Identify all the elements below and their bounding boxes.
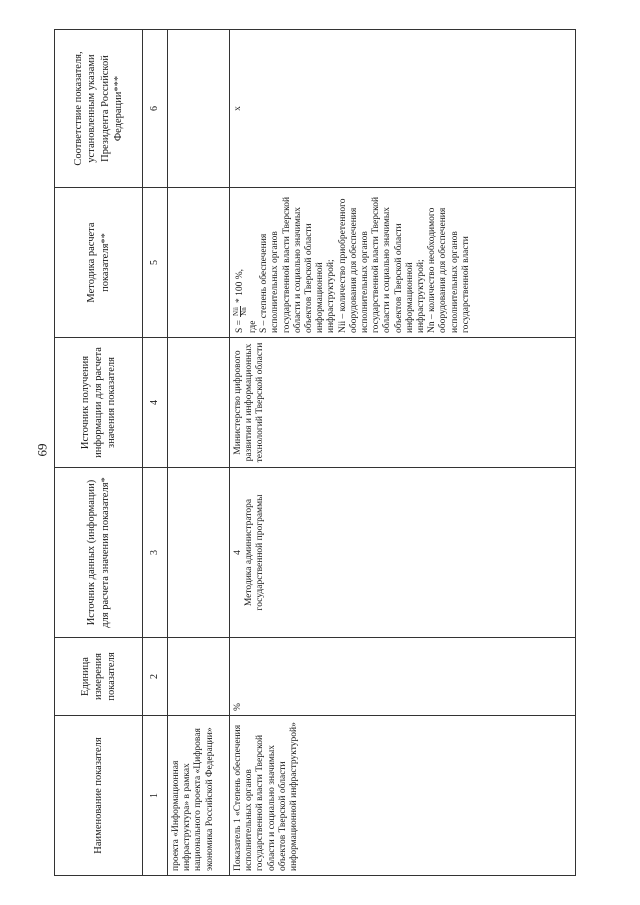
formula-lhs: S =	[234, 319, 245, 333]
indicator-source	[168, 468, 230, 638]
indicator-name: Показатель 1 «Степень обеспечения исполнительных органов государственной власти Тверской области и социально значимых объектов Тверской области информационной инфраструктурой»	[230, 716, 576, 876]
table-row	[230, 30, 576, 876]
formula-rhs: * 100 %,	[234, 268, 245, 304]
method-line: Nn – количество необходимого оборудования для обеспечения исполнительных органов государственной власти	[427, 207, 471, 333]
indicator-method	[168, 188, 230, 338]
indicator-source: Методика администратора государственной программы	[244, 494, 266, 611]
method-description	[248, 192, 472, 333]
header-source: Источник данных (информации) для расчета значения показателя*	[55, 468, 143, 638]
indicator-compliance	[168, 30, 230, 188]
source-number: 4	[233, 550, 243, 555]
indicator-table	[54, 29, 576, 876]
header-row	[55, 30, 143, 876]
column-number: 4	[143, 338, 168, 468]
method-line: S – степень обеспечения исполнительных органов государственной власти Тверской области и социально значимых объектов Тверской области информационной инфраструктурой;	[259, 196, 337, 333]
indicator-method-cell	[230, 188, 576, 338]
indicator-compliance: х	[230, 30, 576, 188]
indicator-unit	[168, 638, 230, 716]
method-formula	[233, 269, 248, 333]
column-number: 1	[143, 716, 168, 876]
header-unit: Единица измерения показателя	[55, 638, 143, 716]
method-line: Nii – количество приобретенного оборудования для обеспечения исполнительных органов государственной власти Тверской области и социально значимых объектов Тверской области информационной инфраструктурой;	[337, 196, 427, 333]
column-number: 6	[143, 30, 168, 188]
column-number: 3	[143, 468, 168, 638]
method-line: где	[248, 320, 258, 333]
column-number: 5	[143, 188, 168, 338]
header-method: Методика расчета показателя**	[55, 188, 143, 338]
page-number: 69	[34, 443, 50, 457]
fraction-denominator: Nn	[240, 307, 248, 316]
indicator-name: проекта «Информационная инфраструктура» в рамках национального проекта «Цифровая экономика Российской Федерации»	[168, 716, 230, 876]
table-row	[168, 30, 230, 876]
rotated-table-container	[54, 30, 576, 876]
fraction-numerator: Nii	[232, 307, 240, 316]
header-name: Наименование показателя	[55, 716, 143, 876]
formula-fraction	[233, 306, 248, 317]
indicator-origin: Министерство цифрового развития и информационных технологий Тверской области	[230, 338, 576, 468]
indicator-source-cell	[230, 468, 576, 638]
column-number: 2	[143, 638, 168, 716]
header-compliance: Соответствие показателя, установленным указами Президента Российской Федерации***	[55, 30, 143, 188]
column-number-row	[143, 30, 168, 876]
indicator-origin	[168, 338, 230, 468]
header-origin: Источник получения информации для расчета значения показателя	[55, 338, 143, 468]
indicator-unit: %	[230, 638, 576, 716]
